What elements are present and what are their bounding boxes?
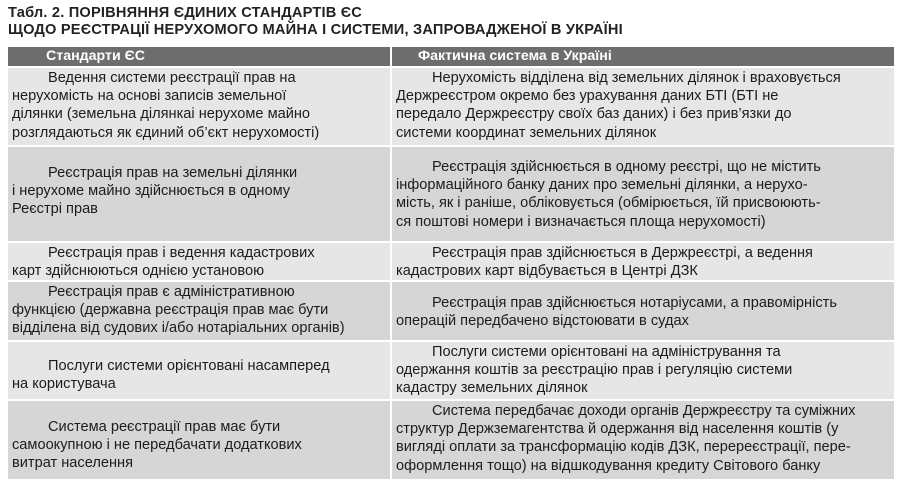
cell-ukraine-system: Реєстрація прав здійснюється нотаріусами, а правомірність операцій передбачено відстоювати в судах (396, 295, 837, 330)
header-eu-standards: Стандарти ЄС (8, 47, 392, 66)
table-caption (8, 5, 892, 39)
table-row (8, 66, 894, 145)
cell-ukraine-system: Реєстрація прав здійснюється в Держреєстрі, а ведення кадастрових карт відбувається в Центрі ДЗК (396, 245, 813, 280)
cell-eu-standard: Послуги системи орієнтовані насамперед на користувача (8, 342, 392, 399)
table-row (8, 241, 894, 280)
cell-ukraine-system: Реєстрація здійснюється в одному реєстрі, що не містить інформаційного банку даних про земельні ділянки, а нерухо- мість, як і раніше, обліковується (обмірюється, їй присвоюють- ся поштові номери і визначається площа нерухомості) (396, 159, 821, 230)
cell-ukraine-system: Нерухомість відділена від земельних ділянок і враховується Держреєстром окремо без урахування даних БТІ (БТІ не передало Держреєстру своїх баз даних) і без прив’язки до системи координат земельних ділянок (396, 70, 841, 141)
cell-eu-standard: Ведення системи реєстрації прав на нерухомість на основі записів земельної ділянки (земельна ділянкаі нерухоме майно розглядаються як єдиний об’єкт нерухомості) (8, 68, 392, 145)
table-row (8, 280, 894, 340)
cell-ukraine-system: Система передбачає доходи органів Держреєстру та суміжних структур Держземагентства й одержання від населення коштів (у вигляді оплати за трансформацію кодів ДЗК, перереєстрації, пере- оформлення тощо) на відшкодування кредиту Світового банку (396, 403, 856, 474)
cell-ukraine-system: Послуги системи орієнтовані на адміністрування та одержання коштів за реєстрацію прав і регуляцію системи кадастру земельних ділянок (396, 344, 793, 397)
cell-eu-standard: Реєстрація прав і ведення кадастрових карт здійснюються однією установою (8, 243, 392, 280)
table-row (8, 145, 894, 241)
caption-line-2: ЩОДО РЕЄСТРАЦІЇ НЕРУХОМОГО МАЙНА І СИСТЕМИ, ЗАПРОВАДЖЕНОЇ В УКРАЇНІ (8, 22, 623, 38)
table-header-row (8, 47, 894, 66)
comparison-table (8, 47, 894, 479)
table-row (8, 340, 894, 399)
caption-line-1: Табл. 2. ПОРІВНЯННЯ ЄДИНИХ СТАНДАРТІВ ЄС (8, 5, 363, 21)
cell-eu-standard: Реєстрація прав на земельні ділянки і нерухоме майно здійснюється в одному Реєстрі прав (8, 147, 392, 241)
cell-eu-standard: Реєстрація прав є адміністративною функцією (державна реєстрація прав має бути відділена від судових і/або нотаріальних органів) (8, 282, 392, 340)
table-row (8, 399, 894, 479)
header-ukraine-system: Фактична система в Україні (418, 48, 612, 64)
cell-eu-standard: Система реєстрації прав має бути самоокупною і не передбачати додаткових витрат населення (8, 401, 392, 479)
